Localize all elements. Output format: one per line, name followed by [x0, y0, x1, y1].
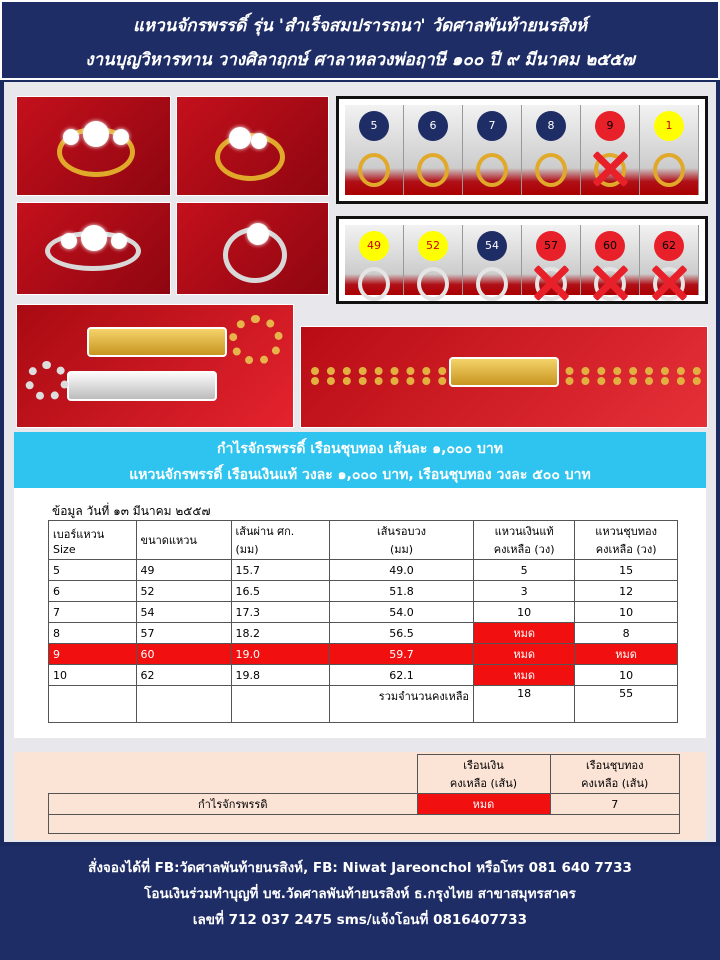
- gold-size-7: [463, 105, 522, 195]
- ring-thumb: [358, 153, 390, 187]
- total-row: [49, 686, 678, 723]
- table-cell: 56.5: [329, 623, 473, 644]
- total-cell: รวมจำนวนคงเหลือ: [329, 686, 473, 723]
- table-cell: 54.0: [329, 602, 473, 623]
- table-cell: 17.3: [231, 602, 329, 623]
- table-cell: 54: [136, 602, 231, 623]
- gold-size-6: [404, 105, 463, 195]
- photo-gold-ring-2: [176, 96, 329, 196]
- table-row: [49, 581, 678, 602]
- table-cell: 59.7: [329, 644, 473, 665]
- table-header: เส้นรอบวง (มม): [329, 521, 473, 560]
- price-banner: [14, 432, 706, 488]
- footer-contact: สั่งจองได้ที่ FB:วัดศาลพันท้ายนรสิงห์, FB: Niwat Jareonchol หรือโทร 081 640 7733: [88, 860, 632, 876]
- size-badge: 5: [359, 111, 389, 141]
- photo-silver-ring-1: [16, 202, 171, 295]
- table-cell: 12: [575, 581, 678, 602]
- table-cell: 5: [49, 560, 137, 581]
- silver-size-57: [522, 225, 581, 295]
- size-badge: 62: [654, 231, 684, 261]
- table-row: [49, 623, 678, 644]
- gold-size-8: [522, 105, 581, 195]
- silver-size-panel: [336, 216, 708, 304]
- ring-thumb: [653, 153, 685, 187]
- table-cell: 6: [49, 581, 137, 602]
- table-cell: 51.8: [329, 581, 473, 602]
- size-badge: 52: [418, 231, 448, 261]
- table-cell: 10: [49, 665, 137, 686]
- size-badge: 6: [418, 111, 448, 141]
- sold-out-mark: [590, 263, 630, 303]
- gold-size-5: [345, 105, 404, 195]
- silver-size-60: [581, 225, 640, 295]
- size-badge: 60: [595, 231, 625, 261]
- table-header: แหวนเงินแท้ คงเหลือ (วง): [474, 521, 575, 560]
- table-cell: หมด: [474, 665, 575, 686]
- photo-gold-bracelet: [300, 326, 708, 428]
- bracelet-col-gold: เรือนชุบทอง: [586, 759, 644, 772]
- size-badge: 9: [595, 111, 625, 141]
- ring-thumb: [417, 267, 449, 301]
- main-poster: [4, 82, 716, 842]
- size-badge: 54: [477, 231, 507, 261]
- table-cell: 19.0: [231, 644, 329, 665]
- table-cell: 15.7: [231, 560, 329, 581]
- header-title: แหวนจักรพรรดิ์ รุ่น 'สำเร็จสมปรารถนา' วัดศาลพันท้ายนรสิงห์: [132, 16, 588, 36]
- size-badge: 57: [536, 231, 566, 261]
- footer: [0, 846, 720, 960]
- size-badge: 8: [536, 111, 566, 141]
- total-cell: 18: [474, 686, 575, 723]
- table-cell: 52: [136, 581, 231, 602]
- ring-thumb: [535, 153, 567, 187]
- silver-size-49: [345, 225, 404, 295]
- total-cell: [136, 686, 231, 723]
- table-cell: 16.5: [231, 581, 329, 602]
- gold-size-panel: [336, 96, 708, 204]
- ring-thumb: [476, 153, 508, 187]
- sold-out-mark: [590, 149, 630, 189]
- table-cell: 10: [575, 602, 678, 623]
- ring-thumb: [476, 267, 508, 301]
- silver-size-62: [640, 225, 699, 295]
- photo-bracelets: [16, 304, 294, 428]
- table-cell: 19.8: [231, 665, 329, 686]
- bracelet-table: เรือนเงิน คงเหลือ (เส้น) เรือนชุบทอง คงเหลือ (เส้น) กำไรจักรพรรดิ หมด 7: [48, 754, 680, 834]
- total-cell: 55: [575, 686, 678, 723]
- table-cell: 5: [474, 560, 575, 581]
- bracelet-item-label: กำไรจักรพรรดิ: [49, 794, 418, 815]
- table-header: ขนาดแหวน: [136, 521, 231, 560]
- table-cell: 10: [575, 665, 678, 686]
- table-cell: 62.1: [329, 665, 473, 686]
- table-cell: 49.0: [329, 560, 473, 581]
- size-badge: 49: [359, 231, 389, 261]
- size-badge: 1: [654, 111, 684, 141]
- sold-out-mark: [649, 263, 689, 303]
- table-cell: 9: [49, 644, 137, 665]
- table-cell: 10: [474, 602, 575, 623]
- photo-gold-ring-1: [16, 96, 171, 196]
- ring-thumb: [358, 267, 390, 301]
- ring-thumb: [417, 153, 449, 187]
- stock-table: [48, 520, 678, 723]
- silver-size-52: [404, 225, 463, 295]
- table-header: เส้นผ่าน ศก. (มม): [231, 521, 329, 560]
- table-cell: 15: [575, 560, 678, 581]
- table-cell: 3: [474, 581, 575, 602]
- table-row: [49, 602, 678, 623]
- table-row: [49, 644, 678, 665]
- header: [0, 0, 720, 80]
- table-cell: 18.2: [231, 623, 329, 644]
- table-row: [49, 665, 678, 686]
- table-cell: 49: [136, 560, 231, 581]
- sold-out-mark: [531, 263, 571, 303]
- bracelet-stock-section: [14, 752, 706, 840]
- photo-silver-ring-2: [176, 202, 329, 295]
- table-cell: หมด: [575, 644, 678, 665]
- price-line-bracelet: กำไรจักรพรรดิ์ เรือนชุบทอง เส้นละ ๑,๐๐๐ บาท: [217, 441, 503, 457]
- table-cell: หมด: [474, 644, 575, 665]
- table-row: [49, 560, 678, 581]
- table-cell: 60: [136, 644, 231, 665]
- price-line-ring: แหวนจักรพรรดิ์ เรือนเงินแท้ วงละ ๑,๐๐๐ บาท, เรือนชุบทอง วงละ ๕๐๐ บาท: [129, 467, 591, 483]
- stock-section: [14, 488, 706, 738]
- footer-bank: โอนเงินร่วมทำบุญที่ บช.วัดศาลพันท้ายนรสิงห์ ธ.กรุงไทย สาขาสมุทรสาคร: [144, 886, 576, 902]
- total-cell: [231, 686, 329, 723]
- table-cell: หมด: [474, 623, 575, 644]
- footer-account: เลขที่ 712 037 2475 sms/แจ้งโอนที่ 0816407733: [192, 912, 528, 928]
- silver-size-54: [463, 225, 522, 295]
- bracelet-col-silver: เรือนเงิน: [463, 759, 504, 772]
- stock-caption: ข้อมูล วันที่ ๑๓ มีนาคม ๒๕๕๗: [52, 504, 211, 518]
- table-header: เบอร์แหวน Size: [49, 521, 137, 560]
- total-cell: [49, 686, 137, 723]
- table-cell: 8: [49, 623, 137, 644]
- header-subtitle: งานบุญวิหารทาน วางศิลาฤกษ์ ศาลาหลวงพ่อฤาษี ๑๐๐ ปี ๙ มีนาคม ๒๕๕๗: [85, 50, 635, 70]
- bracelet-silver-stock: หมด: [417, 794, 550, 815]
- gold-size-9: [581, 105, 640, 195]
- table-header: แหวนชุบทอง คงเหลือ (วง): [575, 521, 678, 560]
- table-cell: 7: [49, 602, 137, 623]
- size-badge: 7: [477, 111, 507, 141]
- bracelet-gold-stock: 7: [550, 794, 680, 815]
- table-cell: 57: [136, 623, 231, 644]
- table-cell: 62: [136, 665, 231, 686]
- gold-size-1: [640, 105, 699, 195]
- table-cell: 8: [575, 623, 678, 644]
